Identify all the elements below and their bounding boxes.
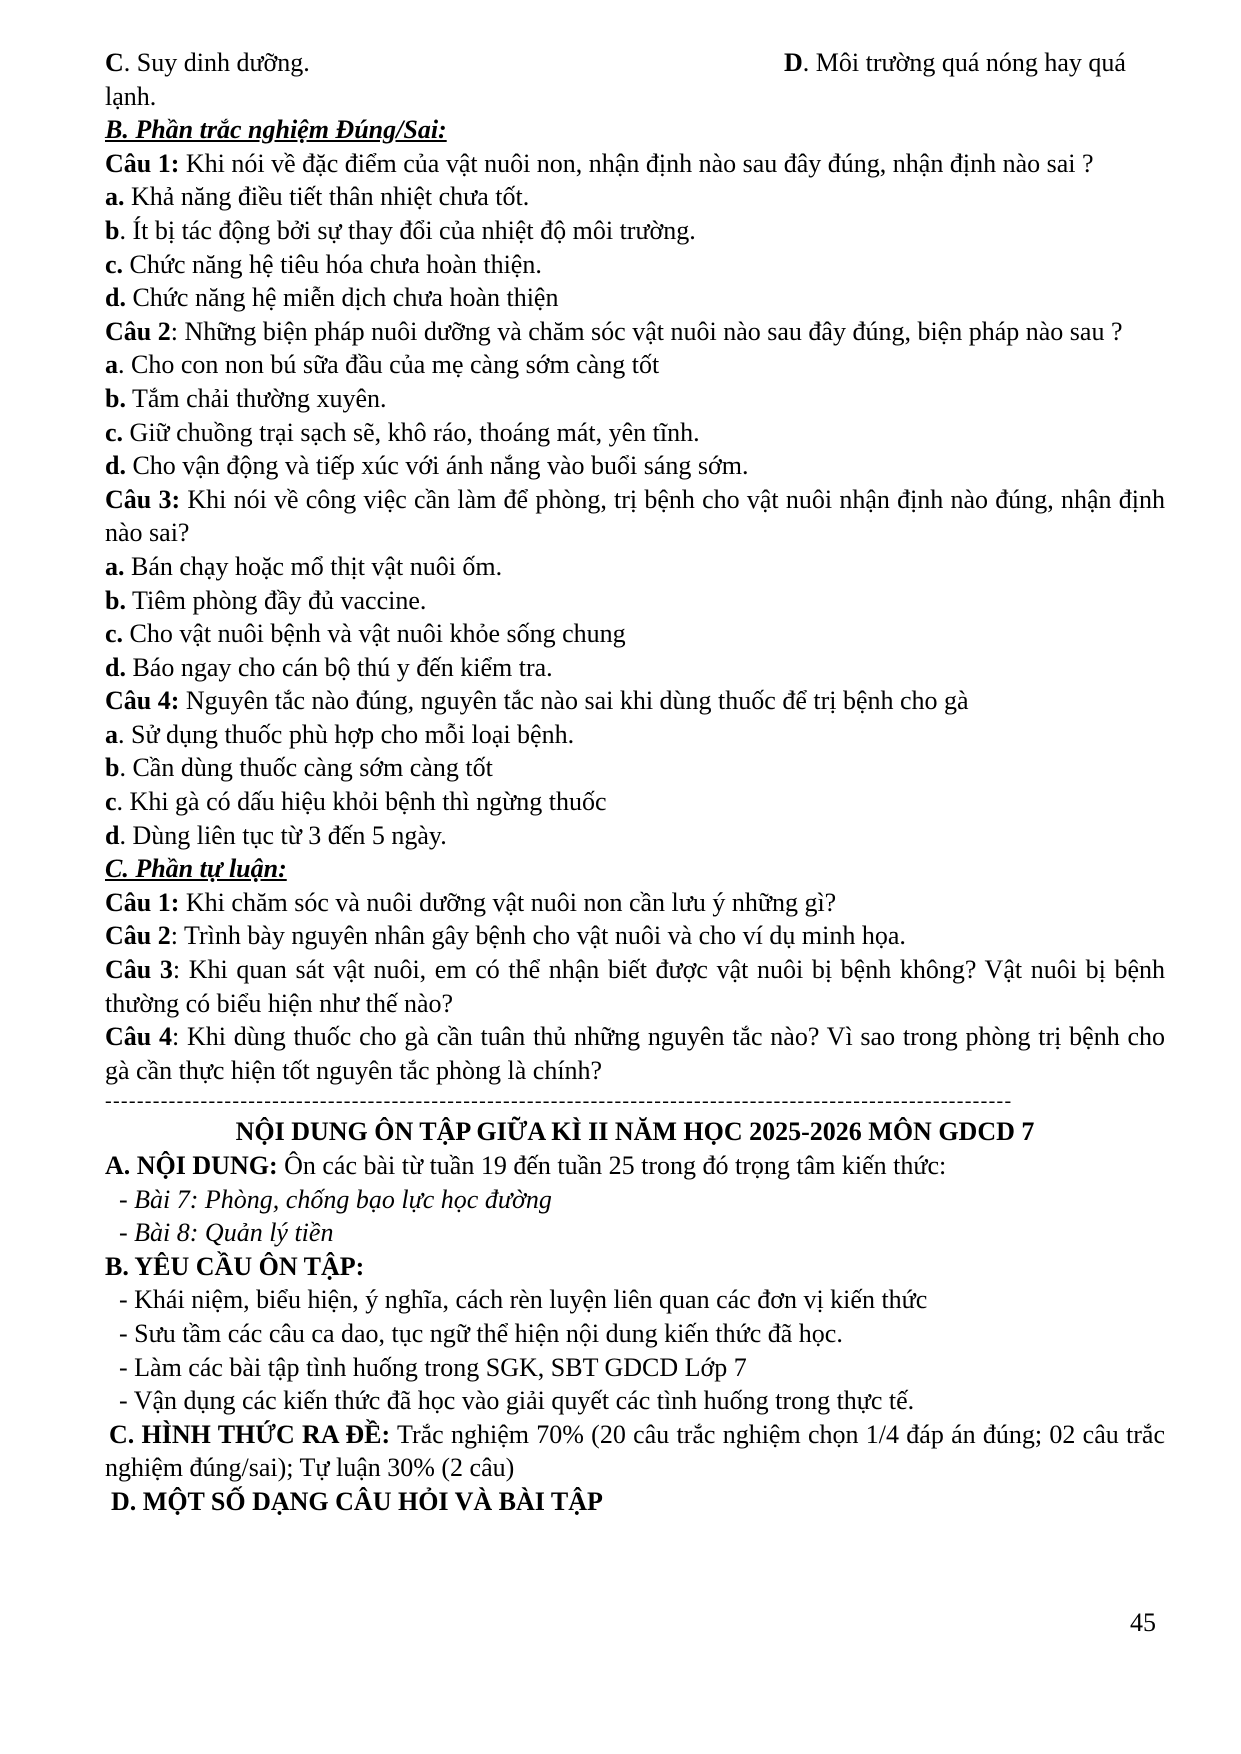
section-b-heading: B. Phần trắc nghiệm Đúng/Sai:: [105, 115, 447, 145]
tf-q1-option-a: a. Khả năng điều tiết thân nhiệt chưa tốt.: [105, 182, 530, 212]
tf-q2-option-a: a. Cho con non bú sữa đầu của mẹ càng sớm càng tốt: [105, 350, 660, 380]
essay-question-1: Câu 1: Khi chăm sóc và nuôi dưỡng vật nuôi non cần lưu ý những gì?: [105, 887, 837, 917]
option-c: C. Suy dinh dưỡng.: [105, 48, 310, 77]
tf-q1-option-b: b. Ít bị tác động bởi sự thay đổi của nhiệt độ môi trường.: [105, 215, 696, 245]
option-d: D. Môi trường quá nóng hay quá: [784, 48, 1126, 77]
requirement-item: - Làm các bài tập tình huống trong SGK, SBT GDCD Lớp 7: [119, 1352, 747, 1382]
tf-q1-option-d: d. Chức năng hệ miễn dịch chưa hoàn thiện: [105, 283, 559, 313]
dashed-divider: ------------------------------------------------------------------------------------------------------------------: [105, 1090, 1013, 1113]
tf-q4-option-a: a. Sử dụng thuốc phù hợp cho mỗi loại bệnh.: [105, 719, 575, 749]
tf-q4-option-b: b. Cần dùng thuốc càng sớm càng tốt: [105, 753, 493, 783]
lesson-item: - Bài 7: Phòng, chống bạo lực học đường: [119, 1184, 552, 1214]
tf-q3-option-a: a. Bán chạy hoặc mổ thịt vật nuôi ốm.: [105, 551, 503, 581]
tf-question-2: Câu 2: Những biện pháp nuôi dưỡng và chăm sóc vật nuôi nào sau đây đúng, biện pháp nào sau ?: [105, 316, 1123, 346]
tf-q2-option-b: b. Tắm chải thường xuyên.: [105, 383, 387, 413]
tf-q3-option-d: d. Báo ngay cho cán bộ thú y đến kiểm tra.: [105, 652, 553, 682]
tf-q3-option-b: b. Tiêm phòng đầy đủ vaccine.: [105, 585, 427, 615]
essay-question-4: Câu 4: Khi dùng thuốc cho gà cần tuân thủ những nguyên tắc nào? Vì sao trong phòng trị bệnh cho gà cần thực hiện tốt nguyên tắc phòng là chính?: [105, 1022, 1165, 1085]
gdcd-section-a: A. NỘI DUNG: Ôn các bài từ tuần 19 đến tuần 25 trong đó trọng tâm kiến thức:: [105, 1151, 947, 1180]
essay-question-2: Câu 2: Trình bày nguyên nhân gây bệnh cho vật nuôi và cho ví dụ minh họa.: [105, 921, 906, 951]
gdcd-section-c: C. HÌNH THỨC RA ĐỀ: Trắc nghiệm 70% (20 câu trắc nghiệm chọn 1/4 đáp án đúng; 02 câu trắc nghiệm đúng/sai); Tự luận 30% (2 câu): [105, 1419, 1165, 1483]
tf-q4-option-d: d. Dùng liên tục từ 3 đến 5 ngày.: [105, 820, 447, 850]
prev-question-options-row: [105, 46, 1165, 80]
tf-question-3: Câu 3: Khi nói về công việc cần làm để phòng, trị bệnh cho vật nuôi nhận định nào đúng, nhận định nào sai?: [105, 484, 1165, 548]
section-c-heading: C. Phần tự luận:: [105, 854, 287, 884]
essay-question-3: Câu 3: Khi quan sát vật nuôi, em có thể nhận biết được vật nuôi bị bệnh không? Vật nuôi bị bệnh thường có biểu hiện như thế nào?: [105, 955, 1165, 1018]
tf-question-4: Câu 4: Nguyên tắc nào đúng, nguyên tắc nào sai khi dùng thuốc để trị bệnh cho gà: [105, 686, 969, 716]
gdcd-title: NỘI DUNG ÔN TẬP GIỮA KÌ II NĂM HỌC 2025-2026 MÔN GDCD 7: [235, 1117, 1035, 1147]
page-number: 45: [1130, 1608, 1156, 1637]
tf-question-1: Câu 1: Khi nói về đặc điểm của vật nuôi non, nhận định nào sau đây đúng, nhận định nào sai ?: [105, 148, 1094, 178]
requirement-item: - Khái niệm, biểu hiện, ý nghĩa, cách rèn luyện liên quan các đơn vị kiến thức: [119, 1285, 928, 1315]
tf-q2-option-d: d. Cho vận động và tiếp xúc với ánh nắng vào buổi sáng sớm.: [105, 451, 749, 481]
tf-q1-option-c: c. Chức năng hệ tiêu hóa chưa hoàn thiện.: [105, 249, 542, 279]
tf-q3-option-c: c. Cho vật nuôi bệnh và vật nuôi khỏe sống chung: [105, 619, 626, 649]
requirement-item: - Vận dụng các kiến thức đã học vào giải quyết các tình huống trong thực tế.: [119, 1386, 915, 1416]
lesson-item: - Bài 8: Quản lý tiền: [119, 1218, 334, 1248]
tf-q4-option-c: c. Khi gà có dấu hiệu khỏi bệnh thì ngừng thuốc: [105, 787, 607, 817]
tf-q2-option-c: c. Giữ chuồng trại sạch sẽ, khô ráo, thoáng mát, yên tĩnh.: [105, 417, 700, 447]
page-content: [105, 46, 1165, 1519]
gdcd-section-d-heading: D. MỘT SỐ DẠNG CÂU HỎI VÀ BÀI TẬP: [111, 1486, 603, 1516]
requirement-item: - Sưu tầm các câu ca dao, tục ngữ thể hiện nội dung kiến thức đã học.: [119, 1318, 843, 1348]
option-d-continuation: lạnh.: [105, 81, 157, 111]
gdcd-section-b-heading: B. YÊU CẦU ÔN TẬP:: [105, 1251, 365, 1281]
